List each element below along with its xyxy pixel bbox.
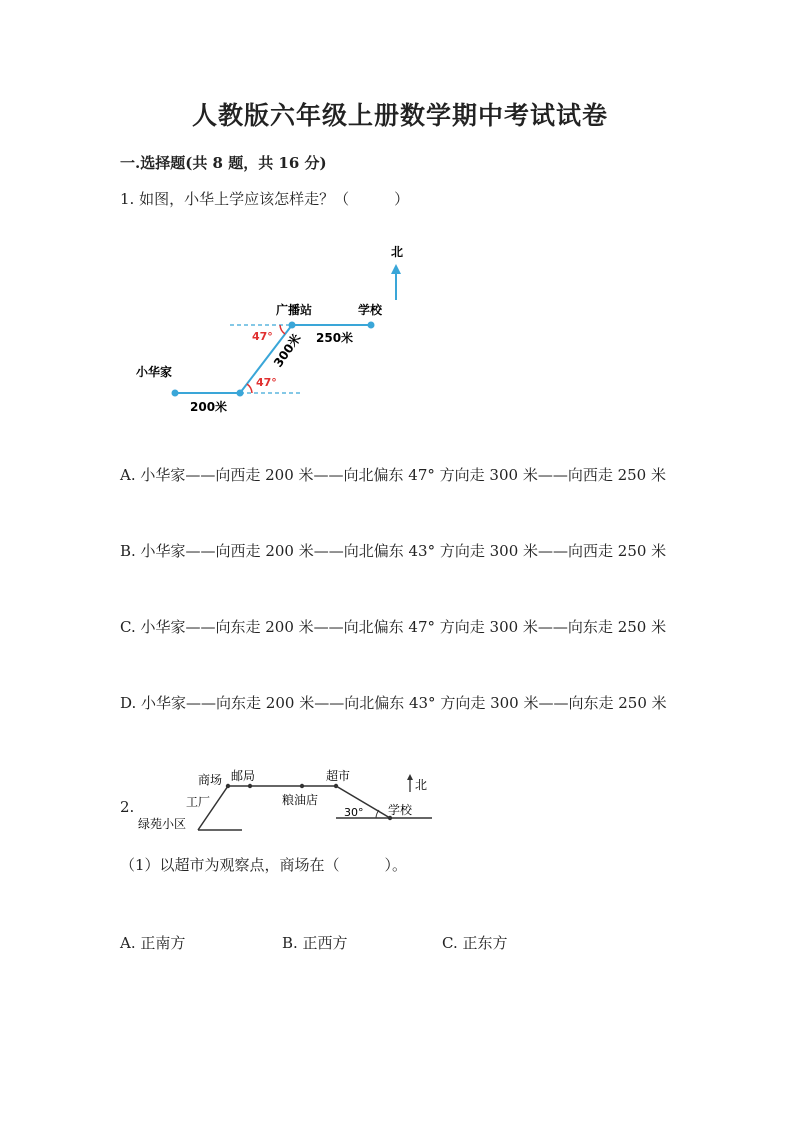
angle-label-3: 30° [344, 806, 364, 819]
question-1-figure [130, 236, 430, 426]
north-arrow-icon [391, 264, 401, 274]
home-distance-label: 200米 [190, 400, 228, 414]
supermarket-point [334, 784, 338, 788]
supermarket-label: 超市 [326, 769, 351, 783]
question-2-option-b: B. 正西方 [282, 934, 348, 952]
grain-point [300, 784, 304, 788]
angle-label-1: 47° [252, 330, 273, 343]
middle-distance-label: 300米 [270, 331, 304, 370]
angle-label-2: 47° [256, 376, 277, 389]
question-1-stem: 1. 如图，小华上学应该怎样走？（ ） [120, 190, 410, 208]
factory-label: 工厂 [186, 795, 211, 809]
mall-label: 商场 [198, 773, 223, 787]
question-2-option-a: A. 正南方 [120, 934, 186, 952]
post-label: 邮局 [231, 769, 256, 783]
question-1-option-d: D. 小华家——向东走 200 米——向北偏东 43° 方向走 300 米——向东走 250 米 [120, 694, 667, 712]
north-label-2: 北 [415, 778, 428, 792]
community-label: 绿苑小区 [138, 817, 187, 831]
question-1-option-c: C. 小华家——向东走 200 米——向北偏东 47° 方向走 300 米——向东走 250 米 [120, 618, 667, 636]
question-1-option-b: B. 小华家——向西走 200 米——向北偏东 43° 方向走 300 米——向西走 250 米 [120, 542, 667, 560]
section-heading: 一.选择题(共 8 题，共 16 分) [120, 154, 327, 172]
school-distance-label: 250米 [316, 331, 354, 345]
home-point [172, 390, 179, 397]
north-arrow-icon-2 [407, 774, 413, 780]
home-label: 小华家 [136, 365, 173, 379]
mall-point [226, 784, 230, 788]
turn-point-1 [237, 390, 244, 397]
question-2-option-c: C. 正东方 [442, 934, 508, 952]
grain-label: 粮油店 [282, 793, 319, 807]
angle-arc-1 [280, 325, 285, 334]
school-point [368, 322, 375, 329]
page-title: 人教版六年级上册数学期中考试试卷 [191, 101, 608, 130]
question-2-sub-1: （1）以超市为观察点，商场在（ ）。 [120, 856, 408, 874]
question-2-figure [130, 760, 440, 840]
station-label: 广播站 [276, 303, 313, 317]
station-point [289, 322, 296, 329]
angle-arc-2 [247, 384, 252, 393]
north-label: 北 [391, 245, 404, 259]
question-1-option-a: A. 小华家——向西走 200 米——向北偏东 47° 方向走 300 米——向西走 250 米 [120, 466, 666, 484]
post-point [248, 784, 252, 788]
school-label-2: 学校 [388, 803, 413, 817]
school-label: 学校 [358, 303, 383, 317]
question-2-number: 2. [120, 798, 135, 816]
